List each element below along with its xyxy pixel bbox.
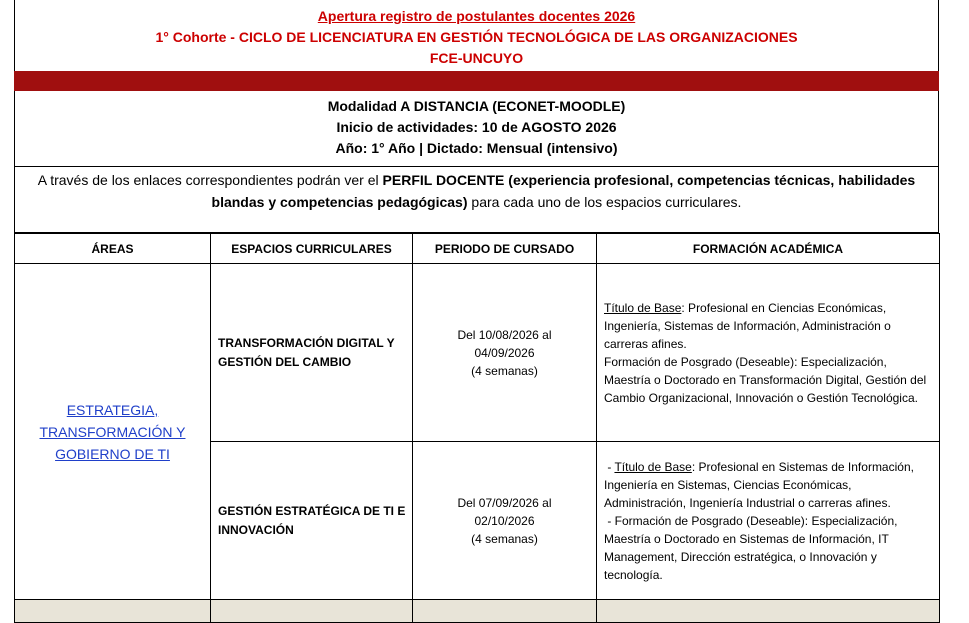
- intro-text-after: para cada uno de los espacios curriculares.: [467, 194, 742, 210]
- base-title-label: Título de Base: [614, 459, 692, 474]
- table-header-row: [15, 234, 940, 264]
- intro-paragraph: [14, 167, 939, 233]
- formacion-text: [598, 299, 938, 407]
- intro-text-bold: PERFIL DOCENTE (experiencia profesional, competencias técnicas, habilidades blandas y competencias pedagógicas): [211, 172, 916, 210]
- header-espacios: ESPACIOS CURRICULARES: [211, 234, 413, 264]
- start-date-line: Inicio de actividades: 10 de AGOSTO 2026: [336, 119, 617, 135]
- formacion-text: - Título de Base: Profesional en Sistemas de Información, Ingeniería en Sistemas, Ciencias Económicas, Administración, Ingeniería Industrial o carreras afines. - Formación de Posgrado (Deseable): Especialización, Maestría o Doctorado en Sistemas de Información, IT Management, Dirección estratégica, o Innovación y tecnología.: [604, 459, 914, 582]
- table-row: [15, 264, 940, 442]
- header-institution: FCE-UNCUYO: [429, 50, 524, 66]
- periodo-text: Del 10/08/2026 al 04/09/2026 (4 semanas): [457, 327, 552, 378]
- curricular-table: [14, 233, 940, 623]
- header-block: [14, 0, 939, 71]
- year-line: Año: 1° Año | Dictado: Mensual (intensivo): [335, 140, 618, 156]
- base-title-label: Título de Base: [604, 300, 682, 315]
- table-row-partial: [15, 600, 940, 623]
- periodo-cell: [413, 442, 597, 600]
- modality-line: Modalidad A DISTANCIA (ECONET-MOODLE): [327, 98, 626, 114]
- base-title-text: : Profesional en Sistemas de Información, Ingeniería en Sistemas, Ciencias Económicas, Administración, Ingeniería Industrial o carreras afines.: [604, 459, 914, 510]
- formacion-cell: [597, 264, 940, 442]
- periodo-cell: [413, 264, 597, 442]
- area-cell: [15, 264, 211, 600]
- posgrado-text: Formación de Posgrado (Deseable): Especialización, Maestría o Doctorado en Transformación Digital, Gestión del Cambio Organizacional, Innovación o Gestión Tecnológica.: [604, 354, 927, 405]
- header-periodo: PERIODO DE CURSADO: [413, 234, 597, 264]
- espacio-cell: [211, 442, 413, 600]
- periodo-text: Del 07/09/2026 al 02/10/2026 (4 semanas): [457, 495, 552, 546]
- modality-block: [14, 91, 939, 167]
- header-title: Apertura registro de postulantes docentes 2026: [317, 8, 636, 24]
- posgrado-text: - Formación de Posgrado (Deseable): Especialización, Maestría o Doctorado en Sistemas de Información, IT Management, Dirección estratégica, o Innovación y tecnología.: [604, 513, 901, 582]
- espacio-name: GESTIÓN ESTRATÉGICA DE TI E INNOVACIÓN: [218, 503, 406, 537]
- header-formacion: FORMACIÓN ACADÉMICA: [597, 234, 940, 264]
- header-cohort: 1° Cohorte - CICLO DE LICENCIATURA EN GESTIÓN TECNOLÓGICA DE LAS ORGANIZACIONES: [155, 29, 798, 45]
- document-sheet: [14, 0, 939, 608]
- base-title-text: : Profesional en Ciencias Económicas, Ingeniería, Sistemas de Información, Administración o carreras afines.: [604, 300, 891, 351]
- formacion-cell: [597, 442, 940, 600]
- intro-text-before: A través de los enlaces correspondientes podrán ver el: [37, 172, 383, 188]
- area-link[interactable]: ESTRATEGIA, TRANSFORMACIÓN Y GOBIERNO DE TI: [39, 401, 186, 462]
- espacio-name: TRANSFORMACIÓN DIGITAL Y GESTIÓN DEL CAMBIO: [218, 335, 395, 369]
- red-divider-bar: [14, 71, 939, 91]
- header-areas: ÁREAS: [15, 234, 211, 264]
- espacio-cell: [211, 264, 413, 442]
